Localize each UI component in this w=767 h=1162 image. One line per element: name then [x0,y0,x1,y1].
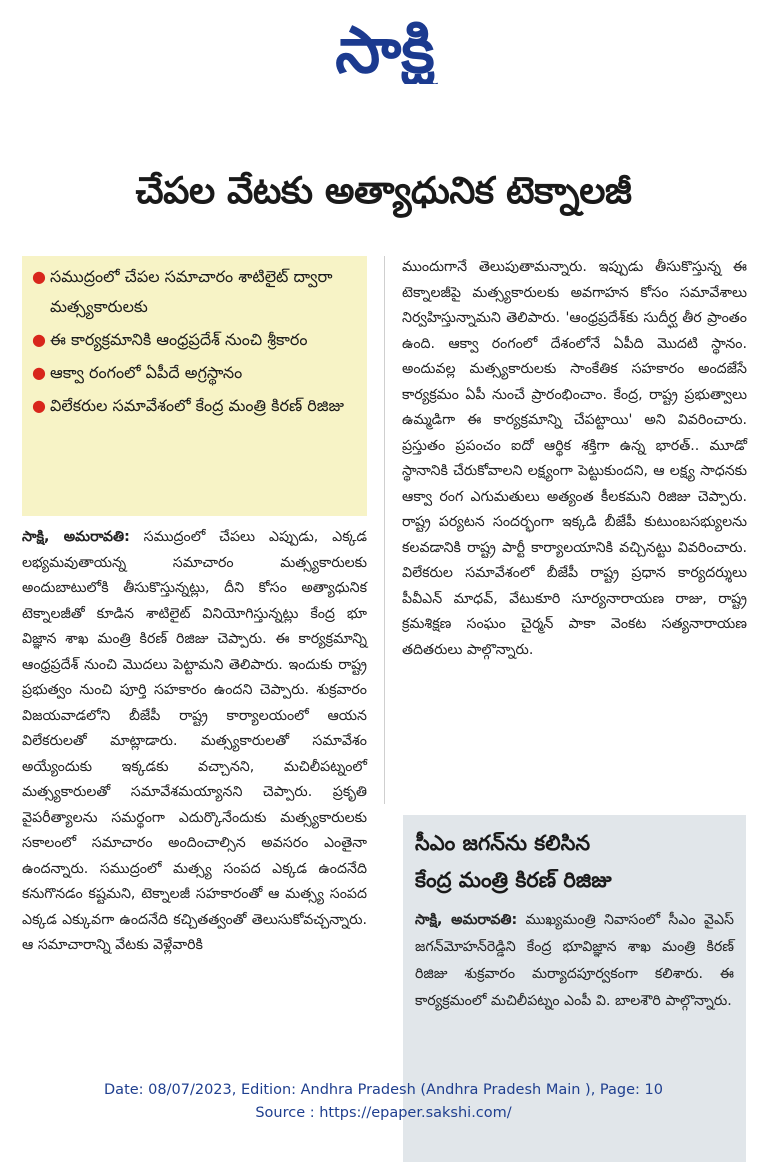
highlight-item [32,391,361,421]
footer-source-link[interactable]: Source : https://epaper.sakshi.com/ [255,1105,512,1121]
bullet-icon: ● [32,267,46,286]
article-body-part2: ముందుగానే తెలుపుతామన్నారు. ఇప్పుడు తీసుకొస్తున్న ఈ టెక్నాలజీపై మత్స్యకారులకు అవగాహన కోసం సమావేశాలు నిర్వహిస్తున్నామని తెలిపారు. 'ఆంధ్రప్రదేశ్‌కు సుదీర్ఘ తీర ప్రాంతం ఉంది. ఆక్వా రంగంలో దేశంలోనే ఏపీది మొదటి స్థానం. అందువల్ల మత్స్యకారులకు సాంకేతిక సహకారం అందజేసే కార్యక్రమం ఏపీ నుంచే ప్రారంభించాం. కేంద్ర, రాష్ట్ర ప్రభుత్వాలు ఉమ్మడిగా ఈ కార్యక్రమాన్ని చేపట్టాయి' అని వివరించారు. ప్రస్తుతం ప్రపంచం ఐదో ఆర్థిక శక్తిగా ఉన్న భారత్.. మూడో స్థానానికి చేరుకోవాలని లక్ష్యంగా పెట్టుకుందని, ఆ లక్ష్య సాధనకు ఆక్వా రంగ ఎగుమతులు అత్యంత కీలకమని రిజిజు చెప్పారు. రాష్ట్ర పర్యటన సందర్భంగా ఇక్కడి బీజేపీ కుటుంబసభ్యులను కలవడానికి రాష్ట్ర పార్టీ కార్యాలయానికి వచ్చినట్టు వివరించారు. విలేకరుల సమావేశంలో బీజేపీ రాష్ట్ర ప్రధాన కార్యదర్శులు పీవీఎన్ మాధవ్, వేటుకూరి సూర్యనారాయణ రాజు, రాష్ట్ర క్రమశిక్షణ సంఘం చైర్మన్ పాకా వెంకట సత్యనారాయణ తదితరులు పాల్గొన్నారు. [402,259,747,658]
highlight-item [32,358,361,388]
footer-date-edition: Date: 08/07/2023, Edition: Andhra Pradesh (Andhra Pradesh Main ), Page: 10 [104,1082,663,1098]
sidebar-title-line2: కేంద్ర మంత్రి కిరణ్ రిజిజు [415,868,612,892]
highlight-text: ఆక్వా రంగంలో ఏపీదే అగ్రస్థానం [50,363,243,382]
sidebar-text: ముఖ్యమంత్రి నివాసంలో సీఎం వైఎస్ జగన్‌మోహన్‌రెడ్డిని కేంద్ర భూవిజ్ఞాన శాఖ మంత్రి కిరణ్ రిజిజు శుక్రవారం మర్యాదపూర్వకంగా కలిశారు. ఈ కార్యక్రమంలో మచిలీపట్నం ఎంపీ వి. బాలశౌరి పాల్గొన్నారు. [415,912,734,1009]
sakshi-logo [285,12,485,84]
column-divider [384,256,385,804]
highlight-text: సముద్రంలో చేపల సమాచారం శాటిలైట్ ద్వారా మత్స్యకారులకు [50,267,333,316]
highlight-text: ఈ కార్యక్రమానికి ఆంధ్రప్రదేశ్ నుంచి శ్రీకారం [50,330,308,349]
highlight-text: విలేకరుల సమావేశంలో కేంద్ర మంత్రి కిరణ్ రిజిజు [50,396,344,415]
article-dateline: సాక్షి, అమరావతి: [22,529,130,545]
sidebar-body [415,907,734,1015]
sidebar-title-line1: సీఎం జగన్‌ను కలిసిన [415,831,591,855]
bullet-icon: ● [32,330,46,349]
highlight-item [32,262,361,322]
article-body-part1: సముద్రంలో చేపలు ఎప్పుడు, ఎక్కడ లభ్యమవుతాయన్న సమాచారం మత్స్యకారులకు అందుబాటులోకి తీసుకొస్తున్నట్లు, దీని కోసం అత్యాధునిక టెక్నాలజీతో కూడిన శాటిలైట్ వినియోగిస్తున్నట్లు కేంద్ర భూ విజ్ఞాన శాఖ మంత్రి కిరణ్ రిజిజు చెప్పారు. ఈ కార్యక్రమాన్ని ఆంధ్రప్రదేశ్ నుంచి మొదలు పెట్టామని తెలిపారు. ఇందుకు రాష్ట్ర ప్రభుత్వం నుంచి పూర్తి సహకారం ఉందని చెప్పారు. శుక్రవారం విజయవాడలోని బీజేపీ రాష్ట్ర కార్యాలయంలో ఆయన విలేకరులతో మాట్లాడారు. మత్స్యకారులతో సమావేశం అయ్యేందుకు ఇక్కడకు వచ్చానని, మచిలీపట్నంలో మత్స్యకారులతో సమావేశమయ్యానని చెప్పారు. ప్రకృతి వైపరీత్యాలను సమర్థంగా ఎదుర్కొనేందుకు మత్స్యకారులకు సకాలంలో సమాచారం అందించాల్సిన అవసరం ఎంతైనా ఉందన్నారు. సముద్రంలో మత్స్య సంపద ఎక్కడ ఉందనేది కనుగొనడం కష్టమని, టెక్నాలజీ సహకారంతో ఆ మత్స్య సంపద ఎక్కడ ఎక్కువగా ఉందనేది కచ్చితత్వంతో తెలుసుకోవచ్చన్నారు. ఆ సమాచారాన్ని వేటకు వెళ్లేవారికి [22,529,368,953]
bullet-icon: ● [32,396,46,415]
masthead-logo-text: సాక్షి [335,14,435,84]
masthead-logo-icon [285,12,485,84]
highlights-box [22,256,367,516]
article-headline: చేపల వేటకు అత్యాధునిక టెక్నాలజీ [135,169,632,212]
article-column-right [402,255,747,663]
sidebar-dateline: సాక్షి, అమరావతి: [415,912,518,928]
bullet-icon: ● [32,363,46,382]
article-column-left [22,525,367,959]
highlight-item [32,325,361,355]
